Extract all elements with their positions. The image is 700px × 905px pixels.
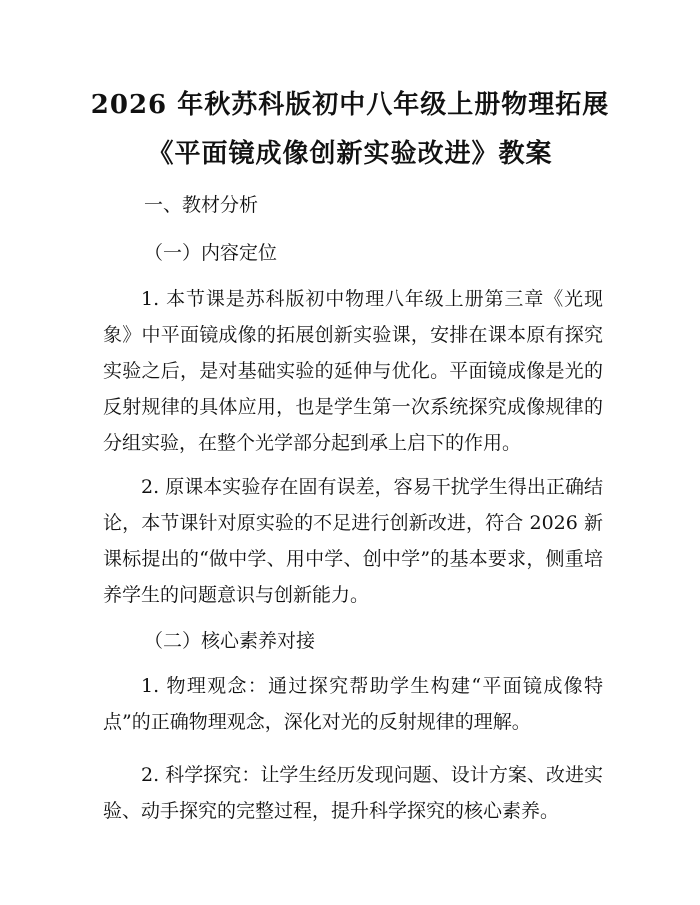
paragraph-physics-concept: 1. 物理观念：通过探究帮助学生构建“平面镜成像特点”的正确物理观念，深化对光的反射规律的理解。	[103, 675, 603, 733]
paragraph-content-positioning-2: 2. 原课本实验存在固有误差，容易干扰学生得出正确结论，本节课针对原实验的不足进行创新改进，符合 2026 新课标提出的“做中学、用中学、创中学”的基本要求，侧重培养学生的问题意识与创新能力。	[103, 476, 603, 606]
paragraph-content-positioning-1: 1. 本节课是苏科版初中物理八年级上册第三章《光现象》中平面镜成像的拓展创新实验课，安排在课本原有探究实验之后，是对基础实验的延伸与优化。平面镜成像是光的反射规律的具体应用，也是学生第一次系统探究成像规律的分组实验，在整个光学部分起到承上启下的作用。	[103, 288, 603, 454]
document-title-line-1: 2026 年秋苏科版初中八年级上册物理拓展	[90, 90, 610, 120]
section-heading-textbook-analysis: 一、教材分析	[144, 194, 259, 216]
subsection-heading-content-positioning: （一）内容定位	[144, 242, 278, 264]
subsection-heading-core-literacy: （二）核心素养对接	[144, 630, 316, 652]
document-title-line-2: 《平面镜成像创新实验改进》教案	[147, 139, 553, 169]
paragraph-scientific-inquiry: 2. 科学探究：让学生经历发现问题、设计方案、改进实验、动手探究的完整过程，提升科学探究的核心素养。	[103, 764, 603, 822]
